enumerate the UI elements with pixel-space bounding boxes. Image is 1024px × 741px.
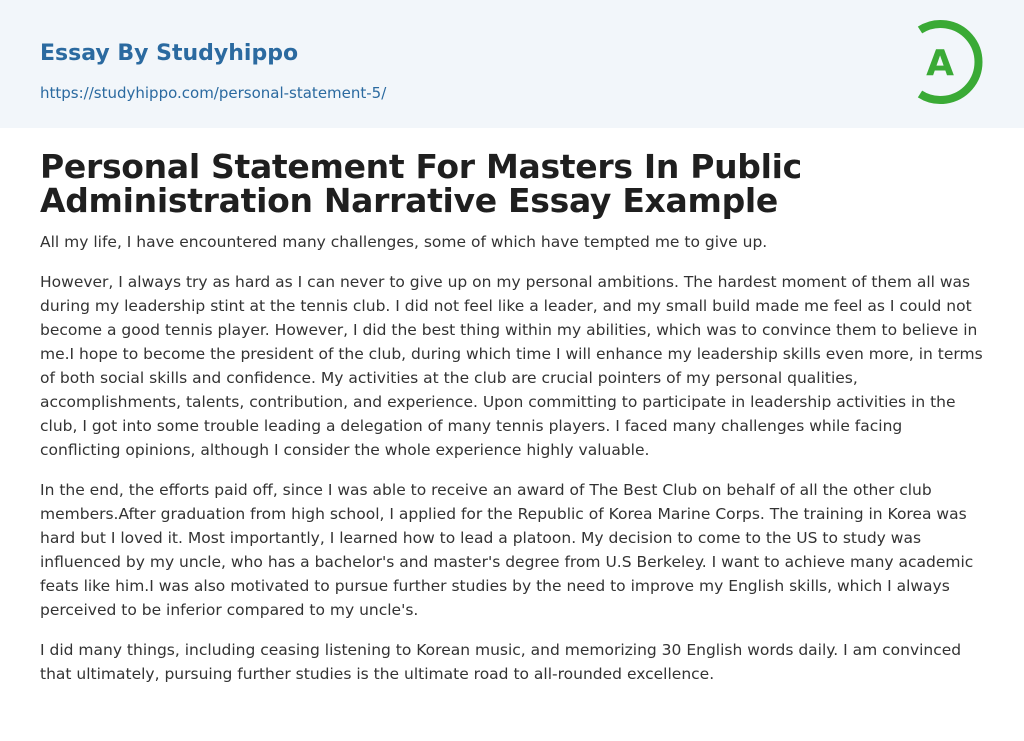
- article-paragraph: In the end, the efforts paid off, since I was able to receive an award of The Best Club on behalf of all the other club members.After graduation from high school, I applied for the Republic of Korea Marine Corps. The training in Korea was hard but I loved it. Most importantly, I learned how to lead a platoon. My decision to come to the US to study was influenced by my uncle, who has a bachelor's and master's degree from U.S Berkeley. I want to achieve many academic feats like him.I was also motivated to pursue further studies by the need to improve my English skills, which I always perceived to be inferior compared to my uncle's.: [40, 481, 974, 619]
- circle-a-logo-icon[interactable]: [898, 16, 990, 108]
- article: [40, 147, 985, 686]
- page-url-link[interactable]: https://studyhippo.com/personal-statement-5/: [40, 84, 387, 102]
- site-header: [0, 0, 1024, 128]
- article-title: Personal Statement For Masters In Public Administration Narrative Essay Example: [40, 147, 802, 220]
- logo-letter: A: [926, 43, 954, 84]
- article-paragraph: However, I always try as hard as I can never to give up on my personal ambitions. The hardest moment of them all was during my leadership stint at the tennis club. I did not feel like a leader, and my small build made me feel as I could not become a good tennis player. However, I did the best thing within my abilities, which was to convince them to believe in me.I hope to become the president of the club, during which time I will enhance my leadership skills even more, in terms of both social skills and confidence. My activities at the club are crucial pointers of my personal qualities, accomplishments, talents, contribution, and experience. Upon committing to participate in leadership activities in the club, I got into some trouble leading a delegation of many tennis players. I faced many challenges while facing conflicting opinions, although I consider the whole experience highly valuable.: [40, 273, 983, 459]
- article-paragraph: I did many things, including ceasing listening to Korean music, and memorizing 30 English words daily. I am convinced that ultimately, pursuing further studies is the ultimate road to all-rounded excellence.: [40, 641, 962, 683]
- article-paragraph: All my life, I have encountered many challenges, some of which have tempted me to give up.: [40, 233, 768, 251]
- site-brand[interactable]: Essay By Studyhippo: [40, 41, 299, 66]
